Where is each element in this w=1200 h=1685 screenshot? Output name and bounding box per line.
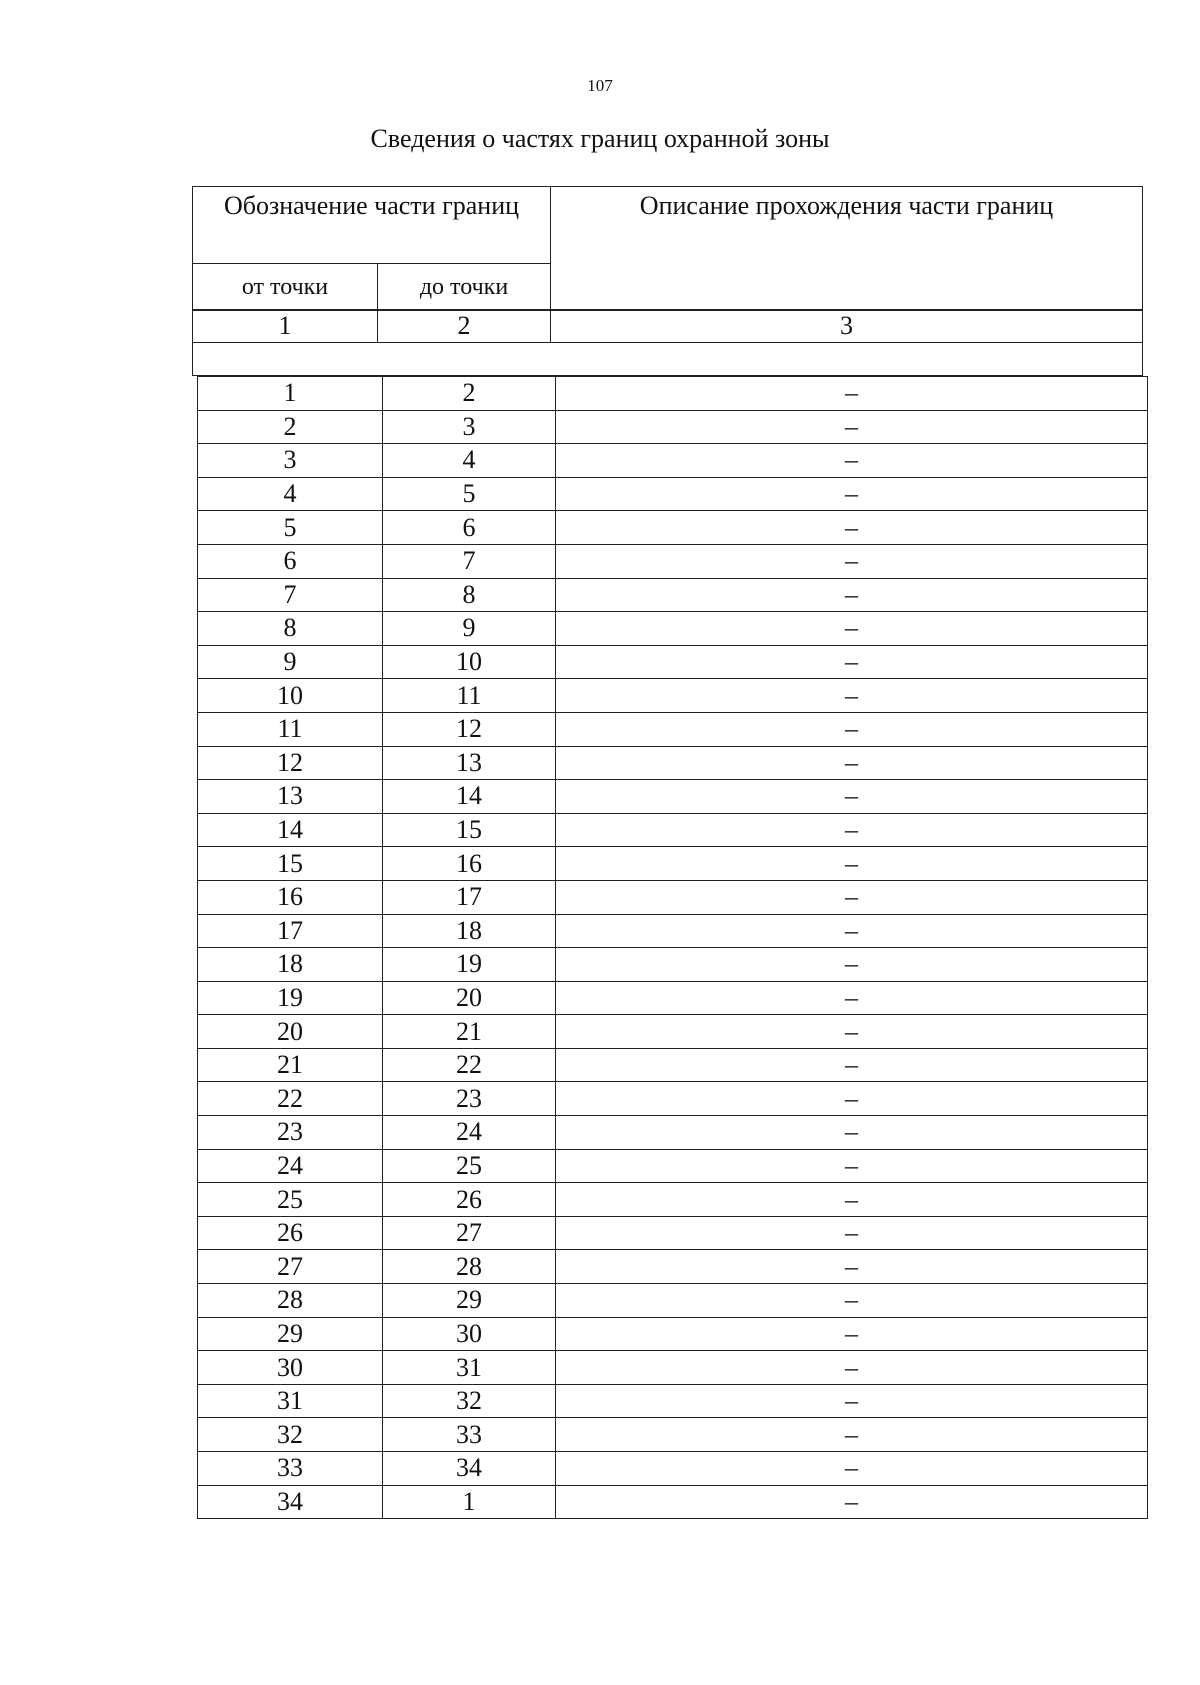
table-row [198,410,1148,444]
to-point-cell: 25 [383,1149,556,1183]
table-row [198,948,1148,982]
table-row [198,377,1148,411]
table-row [198,746,1148,780]
from-point-header: от точки [193,264,378,311]
to-point-cell: 16 [383,847,556,881]
table-row [198,645,1148,679]
description-cell: – [556,948,1148,982]
description-cell: – [556,1015,1148,1049]
from-point-cell: 26 [198,1216,383,1250]
from-point-cell: 24 [198,1149,383,1183]
from-point-cell: 29 [198,1317,383,1351]
description-cell: – [556,1149,1148,1183]
from-point-cell: 30 [198,1351,383,1385]
table-header [192,186,1143,311]
to-point-cell: 5 [383,477,556,511]
table-row [198,1284,1148,1318]
to-point-cell: 10 [383,645,556,679]
column-index-table [192,309,1143,376]
blank-row [193,343,1143,376]
to-point-cell: 18 [383,914,556,948]
to-point-cell: 7 [383,544,556,578]
table-row [198,981,1148,1015]
table-row [198,477,1148,511]
to-point-cell: 31 [383,1351,556,1385]
to-point-cell: 34 [383,1452,556,1486]
designation-header: Обозначение части границ [193,187,551,264]
from-point-cell: 5 [198,511,383,545]
from-point-cell: 3 [198,444,383,478]
table-row [198,847,1148,881]
to-point-cell: 8 [383,578,556,612]
description-cell: – [556,813,1148,847]
description-cell: – [556,1452,1148,1486]
table-row [198,1149,1148,1183]
from-point-cell: 9 [198,645,383,679]
description-cell: – [556,477,1148,511]
description-cell: – [556,914,1148,948]
from-point-cell: 22 [198,1082,383,1116]
to-point-cell: 6 [383,511,556,545]
from-point-cell: 18 [198,948,383,982]
to-point-cell: 11 [383,679,556,713]
column-index-cell: 2 [378,310,551,343]
description-cell: – [556,444,1148,478]
description-cell: – [556,679,1148,713]
to-point-cell: 3 [383,410,556,444]
from-point-cell: 28 [198,1284,383,1318]
to-point-cell: 30 [383,1317,556,1351]
from-point-cell: 16 [198,880,383,914]
to-point-cell: 32 [383,1384,556,1418]
to-point-cell: 29 [383,1284,556,1318]
from-point-cell: 32 [198,1418,383,1452]
table-row [198,612,1148,646]
boundary-parts-table [197,376,1148,1519]
description-cell: – [556,1284,1148,1318]
from-point-cell: 4 [198,477,383,511]
description-cell: – [556,1048,1148,1082]
to-point-cell: 15 [383,813,556,847]
to-point-cell: 27 [383,1216,556,1250]
table-row [198,679,1148,713]
description-cell: – [556,847,1148,881]
from-point-cell: 33 [198,1452,383,1486]
to-point-cell: 21 [383,1015,556,1049]
from-point-cell: 17 [198,914,383,948]
table-row [198,1082,1148,1116]
description-cell: – [556,1351,1148,1385]
table-row [198,712,1148,746]
description-cell: – [556,645,1148,679]
description-cell: – [556,377,1148,411]
from-point-cell: 31 [198,1384,383,1418]
from-point-cell: 1 [198,377,383,411]
table-row [198,444,1148,478]
to-point-cell: 4 [383,444,556,478]
to-point-cell: 24 [383,1116,556,1150]
table-row [198,1452,1148,1486]
to-point-cell: 17 [383,880,556,914]
description-cell: – [556,511,1148,545]
table-row [198,914,1148,948]
table-row [198,1351,1148,1385]
column-index-cell: 3 [551,310,1143,343]
table-row [198,1116,1148,1150]
from-point-cell: 21 [198,1048,383,1082]
description-cell: – [556,1250,1148,1284]
from-point-cell: 11 [198,712,383,746]
from-point-cell: 25 [198,1183,383,1217]
to-point-cell: 26 [383,1183,556,1217]
table-row [198,880,1148,914]
description-header: Описание прохождения части границ [551,187,1143,311]
from-point-cell: 8 [198,612,383,646]
table-row [198,1485,1148,1519]
table-row [198,1015,1148,1049]
description-cell: – [556,1317,1148,1351]
table-row [198,1384,1148,1418]
description-cell: – [556,1082,1148,1116]
description-cell: – [556,746,1148,780]
page-title: Сведения о частях границ охранной зоны [370,124,830,153]
to-point-cell: 22 [383,1048,556,1082]
description-cell: – [556,544,1148,578]
from-point-cell: 10 [198,679,383,713]
description-cell: – [556,981,1148,1015]
page-number: 107 [587,76,613,95]
to-point-cell: 13 [383,746,556,780]
to-point-header: до точки [378,264,551,311]
from-point-cell: 6 [198,544,383,578]
to-point-cell: 19 [383,948,556,982]
from-point-cell: 23 [198,1116,383,1150]
description-cell: – [556,780,1148,814]
table-row [198,1216,1148,1250]
description-cell: – [556,712,1148,746]
table-row [198,780,1148,814]
to-point-cell: 33 [383,1418,556,1452]
to-point-cell: 1 [383,1485,556,1519]
from-point-cell: 19 [198,981,383,1015]
to-point-cell: 9 [383,612,556,646]
from-point-cell: 12 [198,746,383,780]
table-row [198,813,1148,847]
description-cell: – [556,612,1148,646]
description-cell: – [556,1485,1148,1519]
description-cell: – [556,1183,1148,1217]
from-point-cell: 14 [198,813,383,847]
table-row [198,1317,1148,1351]
to-point-cell: 28 [383,1250,556,1284]
to-point-cell: 14 [383,780,556,814]
from-point-cell: 7 [198,578,383,612]
description-cell: – [556,1384,1148,1418]
table-row [198,1418,1148,1452]
from-point-cell: 34 [198,1485,383,1519]
table-row [198,511,1148,545]
description-cell: – [556,1116,1148,1150]
from-point-cell: 15 [198,847,383,881]
table-row [198,578,1148,612]
from-point-cell: 20 [198,1015,383,1049]
to-point-cell: 20 [383,981,556,1015]
column-index-row [193,310,1143,343]
from-point-cell: 13 [198,780,383,814]
table-row [198,1183,1148,1217]
description-cell: – [556,578,1148,612]
table-row [198,544,1148,578]
table-row [198,1048,1148,1082]
description-cell: – [556,1216,1148,1250]
to-point-cell: 23 [383,1082,556,1116]
column-index-cell: 1 [193,310,378,343]
to-point-cell: 12 [383,712,556,746]
table-row [198,1250,1148,1284]
description-cell: – [556,1418,1148,1452]
to-point-cell: 2 [383,377,556,411]
from-point-cell: 2 [198,410,383,444]
from-point-cell: 27 [198,1250,383,1284]
blank-cell [193,343,1143,376]
description-cell: – [556,410,1148,444]
description-cell: – [556,880,1148,914]
